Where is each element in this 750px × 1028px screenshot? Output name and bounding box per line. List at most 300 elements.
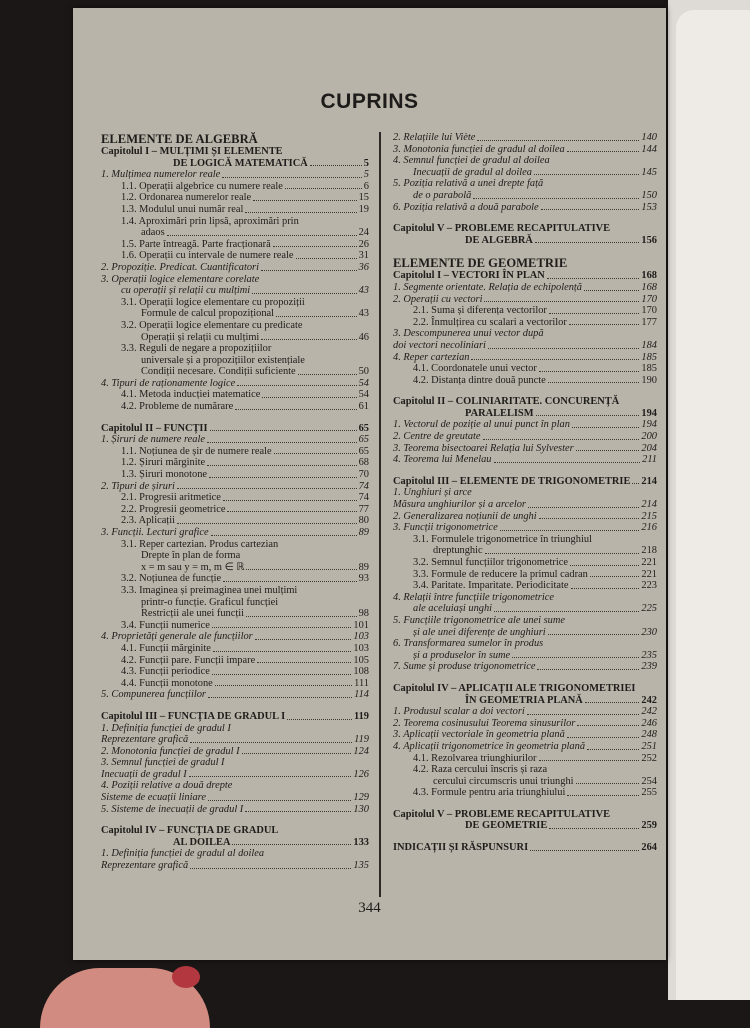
toc-entry-text: 1.1. Noțiunea de șir de numere reale [121,445,272,457]
toc-page-number: 89 [358,527,369,538]
toc-entry-text: 5. Compunerea funcțiilor [101,689,206,701]
toc-page-number: 140 [641,132,657,143]
toc-chapter-entry [101,146,369,158]
toc-spacer [393,832,657,842]
toc-entry-text: 4. Tipuri de raționamente logice [101,377,236,389]
toc-dot-leader [232,844,351,845]
toc-entry [101,746,369,758]
toc-spacer [393,386,657,396]
toc-dot-leader [477,140,639,141]
toc-entry-text: 1. Șiruri de numere reale [101,434,205,446]
toc-dot-leader [485,553,640,554]
toc-entry-text: 1. Mulțimea numerelor reale [101,169,221,181]
toc-dot-leader [273,246,357,247]
toc-chapter-entry [393,396,657,408]
toc-page-number: 215 [641,510,657,522]
toc-page-number: 218 [641,545,657,557]
toc-entry [101,320,369,332]
toc-entry-text: 3.1. Formulele trigonometrice în triunghiul [413,533,592,545]
toc-entry [393,352,657,364]
toc-entry-text: x = m sau y = m, m ∈ ℝ [141,561,245,573]
toc-entry-text: AL DOILEA [173,836,231,848]
toc-page-number: 168 [641,281,657,293]
toc-entry [393,729,657,741]
toc-entry [101,655,369,667]
toc-entry [101,366,369,378]
toc-page-number: 194 [641,419,657,431]
toc-page-number: 194 [641,407,657,419]
toc-dot-leader [536,415,640,416]
toc-page-number: 6 [363,180,369,192]
toc-entry [101,550,369,562]
toc-entry-text: 4.1. Metoda inducției matematice [121,389,261,401]
toc-page-number: 214 [641,499,657,511]
toc-page-number: 46 [358,331,369,343]
toc-entry-text: 1. Definiția funcției de gradul al doilea [101,848,265,860]
toc-entry-text: Capitolul IV – FUNCȚIA DE GRADUL [101,825,279,837]
toc-entry [101,169,369,181]
toc-dot-leader [189,776,352,777]
toc-entry [101,216,369,228]
toc-entry-text: Inecuații de gradul I [101,768,187,780]
toc-entry [101,666,369,678]
toc-page-number: 54 [358,377,369,389]
toc-page-number: 156 [641,234,657,246]
toc-entry-text: 1.5. Parte întreagă. Parte fracționară [121,238,271,250]
toc-entry-text: 4. Semnul funcției de gradul al doilea [393,155,550,167]
toc-chapter-entry [393,695,657,707]
toc-entry-text: de o parabolă [413,189,472,201]
toc-entry [101,539,369,551]
toc-entry [393,487,657,499]
toc-page-number: 26 [358,238,369,250]
toc-entry [101,492,369,504]
toc-entry-text: Capitolul III – FUNCȚIA DE GRADUL I [101,710,286,722]
toc-dot-leader [571,588,640,589]
toc-entry [101,469,369,481]
toc-entry-text: Sisteme de ecuații liniare [101,792,206,804]
toc-entry-text: 3. Aplicații vectoriale în geometria plană [393,729,565,741]
toc-dot-leader [537,669,639,670]
toc-page-number: 61 [358,401,369,413]
toc-page-number: 65 [358,434,369,446]
toc-dot-leader [190,868,351,869]
toc-entry-text: 4.3. Formule pentru aria triunghiului [413,787,566,799]
toc-entry [393,545,657,557]
toc-page-number: 190 [641,374,657,386]
toc-dot-leader [530,850,639,851]
toc-entry-text: 4.2. Distanța dintre două puncte [413,374,546,386]
toc-entry-text: Inecuații de gradul al doilea [413,166,532,178]
toc-entry-text: cu operații și relații cu mulțimi [121,285,251,297]
toc-entry [101,297,369,309]
toc-entry-text: PARALELISM [465,407,534,419]
toc-entry [101,769,369,781]
toc-page-number: 103 [353,631,369,643]
toc-entry-text: 2.2. Progresii geometrice [121,503,226,515]
toc-entry [393,155,657,167]
toc-dot-leader [570,565,639,566]
toc-entry-text: 4. Reper cartezian [393,351,470,363]
toc-entry [393,627,657,639]
toc-entry-text: Capitolul II – COLINIARITATE. CONCURENȚĂ [393,396,620,408]
toc-entry [101,355,369,367]
toc-page-number: 170 [641,305,657,317]
book-cover-edge [676,10,750,1000]
toc-entry-text: 2. Propoziție. Predicat. Cuantificatori [101,261,259,273]
toc-entry-text: 1.2. Șiruri mărginite [121,457,206,469]
toc-entry-text: 2.3. Aplicații [121,515,175,527]
toc-page-number: 5 [363,169,369,181]
toc-entry [101,227,369,239]
toc-entry [393,787,657,799]
toc-entry [101,643,369,655]
toc-entry [101,689,369,701]
toc-entry [393,650,657,662]
toc-section-heading [393,256,657,270]
toc-page-number: 235 [641,649,657,661]
toc-page-number: 150 [641,189,657,201]
toc-entry [393,190,657,202]
toc-page-number: 80 [358,515,369,527]
toc-entry [101,608,369,620]
fingernail [172,966,200,988]
toc-page-number: 200 [641,431,657,443]
toc-entry-text: 1. Segmente orientate. Relația de echipolență [393,281,582,293]
toc-spacer [393,799,657,809]
toc-dot-leader [210,430,357,431]
toc-entry-text: 5. Poziția relativă a unei drepte față [393,178,544,190]
toc-entry [393,317,657,329]
toc-dot-leader [261,270,357,271]
toc-entry-text: 6. Transformarea sumelor în produs [393,638,544,650]
toc-dot-leader [223,581,356,582]
toc-page-number: 214 [641,475,657,487]
toc-entry-text: 2.2. Înmulțirea cu scalari a vectorilor [413,316,567,328]
toc-dot-leader [274,453,357,454]
toc-entry-text: 1. Definiția funcției de gradul I [101,722,231,734]
toc-entry-text: 3.3. Reguli de negare a propozițiilor [121,343,272,355]
toc-entry [393,454,657,466]
toc-chapter-entry [393,476,657,488]
toc-chapter-entry [101,837,369,849]
toc-entry-text: Reprezentare grafică [101,860,189,872]
toc-entry-text: 1.1. Operații algebrice cu numere reale [121,180,283,192]
page-title: CUPRINS [320,90,419,113]
toc-entry [101,723,369,735]
toc-entry [393,305,657,317]
toc-entry [393,603,657,615]
toc-dot-leader [257,662,351,663]
toc-dot-leader [287,719,352,720]
toc-dot-leader [242,753,352,754]
toc-page-number: 252 [641,752,657,764]
toc-entry-text: Restricții ale unei funcții [141,608,245,620]
toc-dot-leader [207,465,357,466]
toc-entry [393,522,657,534]
toc-dot-leader [167,235,357,236]
toc-page-number: 111 [354,677,369,689]
toc-dot-leader [494,462,641,463]
toc-dot-leader [211,535,357,536]
toc-entry-text: 3.2. Semnul funcțiilor trigonometrice [413,557,568,568]
toc-entry-text: 5. Sisteme de inecuații de gradul I [101,803,244,815]
toc-dot-leader [500,530,640,531]
toc-entry [101,527,369,539]
toc-entry-text: 1.2. Ordonarea numerelor reale [121,192,252,204]
toc-left-column [101,132,369,872]
toc-entry [101,678,369,690]
toc-entry-text: Măsura unghiurilor și a arcelor [393,499,526,511]
toc-entry-text: 4. Aplicații trigonometrice în geometria plană [393,740,586,752]
toc-entry [393,282,657,294]
toc-entry [101,343,369,355]
toc-dot-leader [252,293,356,294]
toc-dot-leader [296,258,357,259]
toc-entry-text: printr-o funcție. Graficul funcției [141,596,279,608]
toc-entry [393,144,657,156]
toc-entry [393,592,657,604]
toc-dot-leader [483,439,640,440]
toc-spacer [101,701,369,711]
toc-section-heading [101,132,369,146]
toc-entry-text: adaos [141,227,165,239]
toc-entry-text: 2. Operații cu vectori [393,293,483,305]
toc-entry [101,285,369,297]
toc-entry [101,573,369,585]
toc-page-number: 204 [641,442,657,454]
toc-page-number: 50 [358,366,369,378]
toc-entry-text: 4.1. Rezolvarea triunghiurilor [413,752,537,764]
toc-entry [393,534,657,546]
toc-page-number: 248 [641,729,657,741]
toc-dot-leader [473,198,639,199]
toc-entry-text: Formule de calcul propozițional [141,308,275,320]
toc-page-number: 145 [641,166,657,178]
toc-entry-text: 2. Monotonia funcției de gradul I [101,745,240,757]
toc-entry-text: 5. Funcțiile trigonometrice ale unei sume [393,614,565,626]
toc-page-number: 130 [353,803,369,815]
toc-entry-text: 3. Teorema bisectoarei Relația lui Sylvester [393,442,574,454]
toc-page-number: 133 [353,836,369,848]
toc-dot-leader [527,714,640,715]
toc-dot-leader [584,290,639,291]
toc-chapter-entry [101,158,369,170]
toc-spacer [393,466,657,476]
toc-dot-leader [209,477,357,478]
toc-entry [101,562,369,574]
toc-page-number: 239 [641,661,657,673]
toc-dot-leader [177,523,357,524]
toc-entry-text: 1. Unghiuri și arce [393,487,472,499]
toc-page-number: 114 [354,689,369,701]
toc-page-number: 185 [641,363,657,375]
toc-dot-leader [213,651,352,652]
toc-entry [393,615,657,627]
toc-entry-text: Capitolul III – ELEMENTE DE TRIGONOMETRIE [393,475,631,487]
toc-entry [393,443,657,455]
toc-entry-text: doi vectori necoliniari [393,339,486,351]
toc-entry-text: ale aceluiași unghi [413,603,493,615]
toc-spacer [393,246,657,256]
toc-entry-text: 4.1. Funcții mărginite [121,642,211,654]
toc-entry-text: universale și a propozițiilor existențiale [141,354,305,366]
toc-entry [393,741,657,753]
toc-entry-text: și ale unei diferențe de unghiuri [413,626,546,638]
toc-entry [101,515,369,527]
toc-entry-text: Capitolul V – PROBLEME RECAPITULATIVE [393,223,611,235]
toc-entry-text: 2. Centre de greutate [393,431,481,443]
toc-entry [101,204,369,216]
toc-page-number: 70 [358,469,369,481]
toc-entry-text: 4. Poziții relative a două drepte [101,780,233,792]
toc-entry-text: 4. Relații între funcțiile trigonometrice [393,591,554,603]
toc-page-number: 211 [642,454,657,466]
toc-entry [393,718,657,730]
toc-page-number: 54 [358,389,369,401]
toc-page-number: 31 [358,250,369,262]
toc-dot-leader [245,811,351,812]
toc-entry-text: Capitolul IV – APLICAȚII ALE TRIGONOMETRIEI [393,682,636,694]
toc-page-number: 255 [641,787,657,799]
toc-entry-text: 6. Poziția relativă a două parabole [393,201,539,213]
toc-entry [101,446,369,458]
toc-entry-text: 4.1. Coordonatele unui vector [413,363,537,375]
toc-page-number: 264 [641,842,657,854]
toc-dot-leader [569,324,640,325]
toc-dot-leader [548,382,640,383]
toc-entry [393,580,657,592]
toc-spacer [393,213,657,223]
toc-dot-leader [223,500,357,501]
toc-entry [393,764,657,776]
toc-entry [393,661,657,673]
toc-entry [393,340,657,352]
toc-entry-text: 3.3. Imaginea și preimaginea unei mulțimi [121,584,298,596]
toc-dot-leader [261,339,356,340]
toc-entry-text: 4.4. Funcții monotone [121,677,213,689]
toc-page-number: 43 [358,285,369,297]
toc-page-number: 65 [358,445,369,457]
toc-page-number: 74 [358,480,369,492]
toc-dot-leader [471,359,639,360]
toc-chapter-entry [393,235,657,247]
toc-page-number: 36 [358,261,369,273]
page-number: 344 [358,900,381,916]
toc-entry [101,457,369,469]
toc-page-number: 103 [353,642,369,654]
toc-dot-leader [549,313,640,314]
toc-page-number: 105 [353,654,369,666]
toc-page-number: 177 [641,316,657,328]
toc-entry-text: 2. Relațiile lui Viète [393,132,476,143]
toc-dot-leader [572,427,639,428]
toc-entry-text: Capitolul II – FUNCȚII [101,422,208,434]
toc-page-number: 184 [641,339,657,351]
toc-entry-text: ELEMENTE DE GEOMETRIE [393,256,568,271]
toc-entry-text: 3. Descompunerea unui vector după [393,328,544,340]
toc-entry [101,262,369,274]
toc-page-number: 135 [353,860,369,872]
toc-page-number: 144 [641,143,657,155]
toc-page-number: 223 [641,580,657,592]
toc-page-number: 68 [358,457,369,469]
toc-entry [393,557,657,569]
toc-entry-text: 3.2. Operații logice elementare cu predicate [121,319,303,331]
toc-entry-text: DE GEOMETRIE [465,820,548,832]
toc-entry [101,504,369,516]
toc-entry-text: 4. Teorema lui Menelau [393,454,492,466]
column-divider [379,132,381,897]
toc-entry-text: 7. Sume și produse trigonometrice [393,661,536,673]
toc-entry [393,569,657,581]
toc-entry [101,401,369,413]
toc-chapter-entry [393,223,657,235]
toc-entry [393,638,657,650]
toc-entry [101,848,369,860]
toc-entry-text: Capitolul V – PROBLEME RECAPITULATIVE [393,808,611,820]
toc-entry-text: 3. Monotonia funcției de gradul al doilea [393,143,565,155]
toc-entry [393,753,657,765]
toc-dot-leader [253,200,357,201]
toc-chapter-entry [101,423,369,435]
toc-dot-leader [237,385,356,386]
toc-spacer [101,413,369,423]
toc-entry [101,734,369,746]
toc-dot-leader [207,442,357,443]
toc-entry [101,631,369,643]
toc-page-number: 129 [353,792,369,804]
toc-entry [101,792,369,804]
toc-entry [101,620,369,632]
toc-entry-text: ÎN GEOMETRIA PLANĂ [465,694,583,706]
toc-dot-leader [534,174,640,175]
toc-page-number: 168 [641,270,657,282]
toc-page-number: 5 [363,157,369,169]
toc-page-number: 19 [358,203,369,215]
toc-entry [393,706,657,718]
toc-entry [393,419,657,431]
toc-entry [393,431,657,443]
toc-dot-leader [222,177,362,178]
toc-spacer [393,673,657,683]
toc-entry [101,389,369,401]
toc-dot-leader [212,674,352,675]
toc-dot-leader [246,616,357,617]
toc-dot-leader [587,749,639,750]
toc-entry-text: 1. Produsul scalar a doi vectori [393,706,525,718]
toc-dot-leader [246,569,356,570]
toc-dot-leader [539,760,640,761]
toc-entry [393,294,657,306]
toc-page-number: 98 [358,608,369,620]
toc-dot-leader [285,188,362,189]
toc-page-number: 15 [358,192,369,204]
toc-entry [101,274,369,286]
toc-entry-text: 4. Proprietăți generale ale funcțiilor [101,631,253,643]
toc-chapter-entry [393,842,657,854]
toc-entry [101,860,369,872]
toc-entry [393,511,657,523]
toc-entry [101,597,369,609]
toc-dot-leader [576,783,640,784]
toc-page-number: 246 [641,717,657,729]
toc-entry [393,202,657,214]
toc-entry-text: 4.2. Probleme de numărare [121,401,234,413]
toc-entry-text: 1.6. Operații cu intervale de numere reale [121,250,294,262]
toc-page-number: 216 [641,522,657,534]
toc-right-column [393,132,657,854]
